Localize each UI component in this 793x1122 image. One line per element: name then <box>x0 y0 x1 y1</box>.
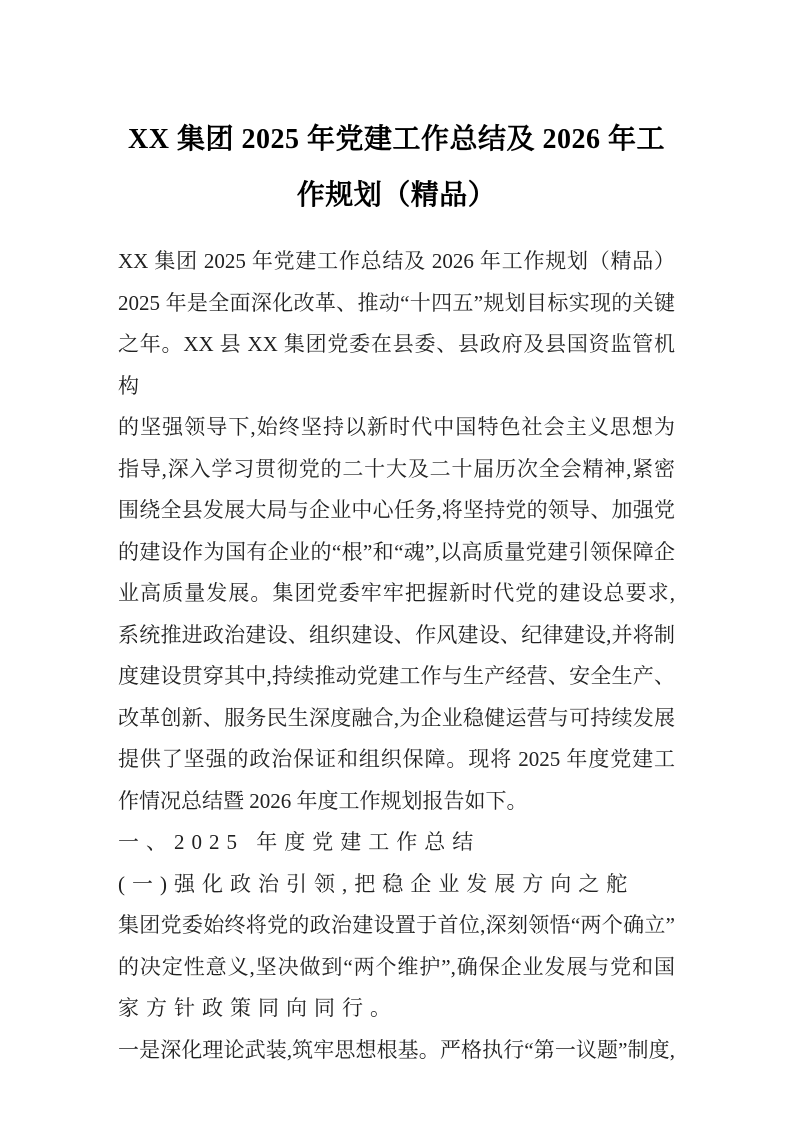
body-line-11: 改革创新、服务民生深度融合,为企业稳健运营与可持续发展 <box>118 705 675 730</box>
title-line-1: XX 集团 2025 年党建工作总结及 2026 年工 <box>128 124 665 155</box>
body-line-12: 提供了坚强的政治保证和组织保障。现将 2025 年度党建工 <box>118 747 675 771</box>
body-line-3: 之年。XX 县 XX 集团党委在县委、县政府及县国资监管机构 <box>118 332 675 398</box>
body-line-10: 度建设贯穿其中,持续推动党建工作与生产经营、安全生产、 <box>118 664 675 688</box>
body-line-14: 一、2025 年度党建工作总结 <box>118 830 481 854</box>
body-line-16: 集团党委始终将党的政治建设置于首位,深刻领悟“两个确立” <box>118 913 675 937</box>
document-body <box>118 241 675 1071</box>
title-line-2: 作规划（精品） <box>296 180 497 211</box>
body-line-7: 的建设作为国有企业的“根”和“魂”,以高质量党建引领保障企 <box>118 539 675 564</box>
body-line-2: 2025 年是全面深化改革、推动“十四五”规划目标实现的关键 <box>118 290 675 315</box>
document-content <box>118 112 675 1071</box>
body-line-17: 的决定性意义,坚决做到“两个维护”,确保企业发展与党和国 <box>118 954 675 979</box>
document-title <box>118 112 675 224</box>
body-line-1: XX 集团 2025 年党建工作总结及 2026 年工作规划（精品） <box>118 249 675 273</box>
body-line-8: 业高质量发展。集团党委牢牢把握新时代党的建设总要求, <box>118 581 675 605</box>
body-line-15: (一)强化政治引领,把稳企业发展方向之舵 <box>118 871 635 896</box>
body-line-6: 围绕全县发展大局与企业中心任务,将坚持党的领导、加强党 <box>118 498 675 522</box>
body-line-9: 系统推进政治建设、组织建设、作风建设、纪律建设,并将制 <box>118 622 675 647</box>
body-line-18: 家方针政策同向同行。 <box>118 996 398 1020</box>
body-line-5: 指导,深入学习贯彻党的二十大及二十届历次全会精神,紧密 <box>118 456 675 481</box>
body-line-13: 作情况总结暨 2026 年度工作规划报告如下。 <box>118 788 528 813</box>
body-line-19: 一是深化理论武装,筑牢思想根基。严格执行“第一议题”制度, <box>118 1037 675 1062</box>
body-line-4: 的坚强领导下,始终坚持以新时代中国特色社会主义思想为 <box>118 415 675 439</box>
